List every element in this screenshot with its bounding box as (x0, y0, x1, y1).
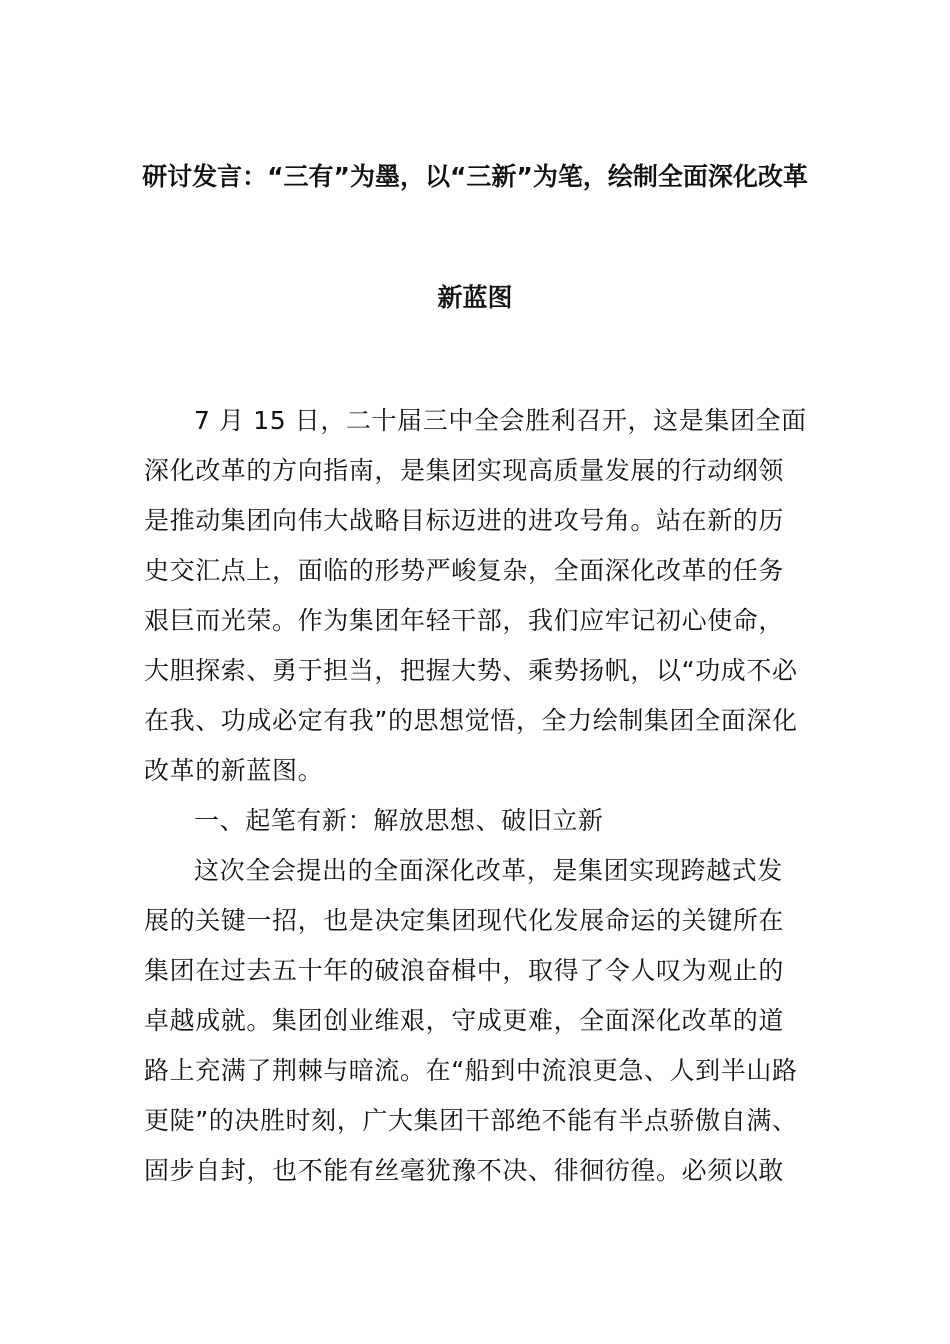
paragraph-2-line-1: 这次全会提出的全面深化改革，是集团实现跨越式发 (194, 856, 783, 885)
paragraph-1-line-4: 史交汇点上，面临的形势严峻复杂，全面深化改革的任务 (144, 556, 785, 585)
paragraph-1-line-6: 大胆探索、勇于担当，把握大势、乘势扬帆，以“功成不必 (144, 656, 798, 685)
paragraph-1-line-8: 改革的新蓝图。 (144, 756, 324, 785)
paragraph-2-line-4: 卓越成就。集团创业维艰，守成更难，全面深化改革的道 (144, 1006, 785, 1035)
paragraph-2-line-2: 展的关键一招，也是决定集团现代化发展命运的关键所在 (144, 906, 785, 935)
section-heading-1: 一、起笔有新：解放思想、破旧立新 (194, 806, 604, 835)
paragraph-1-line-5: 艰巨而光荣。作为集团年轻干部，我们应牢记初心使命， (144, 606, 785, 635)
paragraph-1-line-7: 在我、功成必定有我”的思想觉悟，全力绘制集团全面深化 (144, 706, 798, 735)
paragraph-1-line-1: 7 月 15 日，二十届三中全会胜利召开，这是集团全面 (194, 406, 807, 435)
document-title-line-1: 研讨发言：“三有”为墨，以“三新”为笔，绘制全面深化改革 (142, 162, 808, 191)
document-title-line-2: 新蓝图 (437, 283, 513, 312)
paragraph-2-line-5: 路上充满了荆棘与暗流。在“船到中流浪更急、人到半山路 (144, 1056, 798, 1085)
paragraph-2-line-3: 集团在过去五十年的破浪奋楫中，取得了令人叹为观止的 (144, 956, 785, 985)
paragraph-1-line-3: 是推动集团向伟大战略目标迈进的进攻号角。站在新的历 (144, 506, 785, 535)
paragraph-2-line-7: 固步自封，也不能有丝毫犹豫不决、徘徊彷徨。必须以敢 (144, 1156, 785, 1185)
paragraph-1-line-2: 深化改革的方向指南，是集团实现高质量发展的行动纲领 (144, 456, 785, 485)
paragraph-2-line-6: 更陡”的决胜时刻，广大集团干部绝不能有半点骄傲自满、 (144, 1106, 798, 1135)
